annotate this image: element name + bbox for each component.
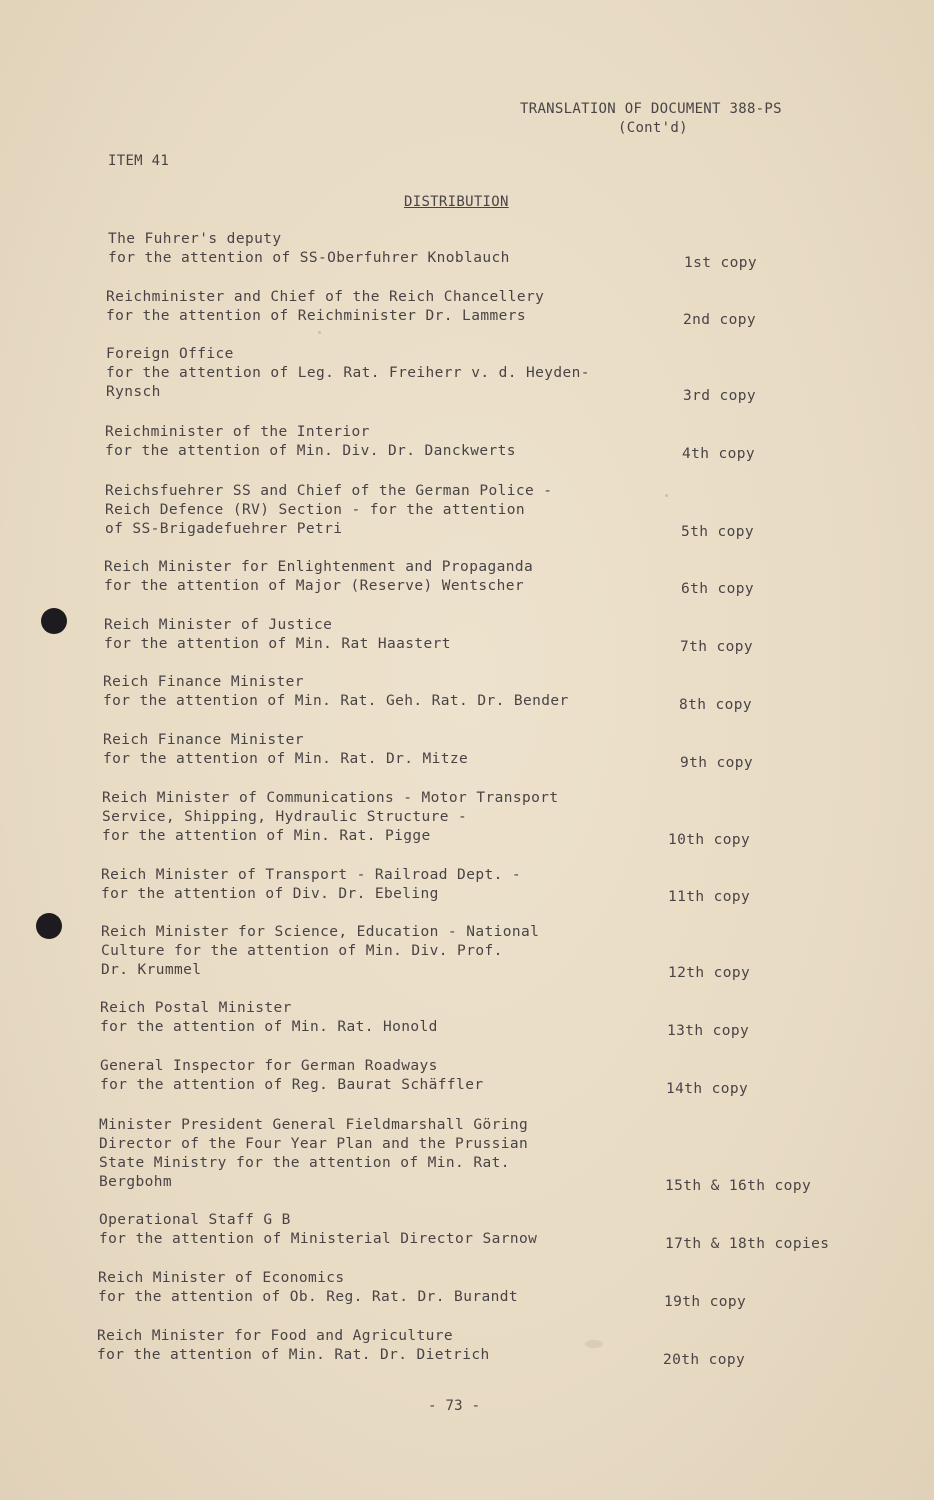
distribution-entry <box>108 230 868 271</box>
entry-recipient: Reich Minister for Enlightenment and Propaganda for the attention of Major (Reserve) Wentscher <box>104 559 534 594</box>
distribution-entry <box>97 1327 857 1368</box>
entry-copy: 14th copy <box>666 1081 749 1097</box>
distribution-entry <box>106 345 866 402</box>
header-continued: (Cont'd) <box>618 120 688 136</box>
page-number: - 73 - <box>428 1398 481 1414</box>
entry-recipient: Reich Minister for Science, Education - National Culture for the attention of Min. Div. Prof. Dr. Krummel <box>101 924 540 978</box>
entry-copy: 4th copy <box>682 446 756 462</box>
entry-recipient: Reich Minister for Food and Agriculture for the attention of Min. Rat. Dr. Dietrich <box>97 1328 490 1363</box>
entry-recipient: Reichminister and Chief of the Reich Chancellery for the attention of Reichminister Dr. Lammers <box>106 289 545 324</box>
entry-copy: 17th & 18th copies <box>665 1236 830 1252</box>
entry-recipient: Reichminister of the Interior for the attention of Min. Div. Dr. Danckwerts <box>105 424 516 459</box>
distribution-entry <box>99 1211 859 1252</box>
entry-copy: 11th copy <box>668 889 751 905</box>
paper-speck <box>585 1340 603 1348</box>
distribution-entry <box>100 1057 860 1095</box>
entry-copy: 3rd copy <box>683 388 757 404</box>
punch-hole <box>36 913 62 939</box>
header-title: TRANSLATION OF DOCUMENT 388-PS <box>520 101 782 117</box>
entry-copy: 9th copy <box>680 755 754 771</box>
entry-recipient: Minister President General Fieldmarshall Göring Director of the Four Year Plan and the Prussian State Ministry for the attention of Min. Rat. Bergbohm <box>99 1117 529 1190</box>
distribution-entry <box>101 866 861 904</box>
distribution-entry <box>103 673 863 711</box>
entry-copy: 13th copy <box>667 1023 750 1039</box>
distribution-entry <box>101 923 861 980</box>
entry-recipient: Operational Staff G B for the attention of Ministerial Director Sarnow <box>99 1212 538 1247</box>
distribution-entry <box>106 288 866 326</box>
document-header <box>520 100 782 138</box>
distribution-entry <box>105 482 865 539</box>
distribution-entry <box>104 558 864 596</box>
entry-recipient: Reich Postal Minister for the attention of Min. Rat. Honold <box>100 1000 438 1035</box>
entry-copy: 6th copy <box>681 581 755 597</box>
entry-recipient: Reich Minister of Economics for the attention of Ob. Reg. Rat. Dr. Burandt <box>98 1270 518 1305</box>
distribution-entry <box>103 731 863 769</box>
entry-copy: 10th copy <box>668 832 751 848</box>
entry-copy: 15th & 16th copy <box>665 1178 812 1194</box>
entry-recipient: Reich Minister of Transport - Railroad Dept. - for the attention of Div. Dr. Ebeling <box>101 867 521 902</box>
entry-copy: 20th copy <box>663 1352 746 1368</box>
distribution-entry <box>99 1116 859 1192</box>
entry-recipient: Reich Finance Minister for the attention of Min. Rat. Dr. Mitze <box>103 732 469 767</box>
distribution-title: DISTRIBUTION <box>404 194 509 210</box>
entry-recipient: Foreign Office for the attention of Leg. Rat. Freiherr v. d. Heyden- Rynsch <box>106 346 590 400</box>
entry-recipient: Reich Minister of Justice for the attention of Min. Rat Haastert <box>104 617 451 652</box>
entry-recipient: General Inspector for German Roadways for the attention of Reg. Baurat Schäffler <box>100 1058 484 1093</box>
item-label: ITEM 41 <box>108 153 170 169</box>
punch-hole <box>41 608 67 634</box>
entry-copy: 2nd copy <box>683 312 757 328</box>
entry-recipient: The Fuhrer's deputy for the attention of SS-Oberfuhrer Knoblauch <box>108 231 510 266</box>
entry-copy: 5th copy <box>681 524 755 540</box>
entry-copy: 19th copy <box>664 1294 747 1310</box>
paper-speck <box>318 331 321 334</box>
distribution-entry <box>104 616 864 654</box>
distribution-entry <box>105 423 865 461</box>
distribution-entry <box>100 999 860 1037</box>
entry-copy: 8th copy <box>679 697 753 713</box>
distribution-entry <box>98 1269 858 1310</box>
entry-recipient: Reich Finance Minister for the attention of Min. Rat. Geh. Rat. Dr. Bender <box>103 674 569 709</box>
entry-recipient: Reichsfuehrer SS and Chief of the German Police - Reich Defence (RV) Section - for the attention of SS-Brigadefuehrer Petri <box>105 483 553 537</box>
entry-copy: 1st copy <box>684 255 758 271</box>
entry-copy: 7th copy <box>680 639 754 655</box>
distribution-entry <box>102 789 862 846</box>
paper-speck <box>665 494 668 497</box>
entry-recipient: Reich Minister of Communications - Motor Transport Service, Shipping, Hydraulic Structure - for the attention of Min. Rat. Pigge <box>102 790 559 844</box>
entry-copy: 12th copy <box>668 965 751 981</box>
